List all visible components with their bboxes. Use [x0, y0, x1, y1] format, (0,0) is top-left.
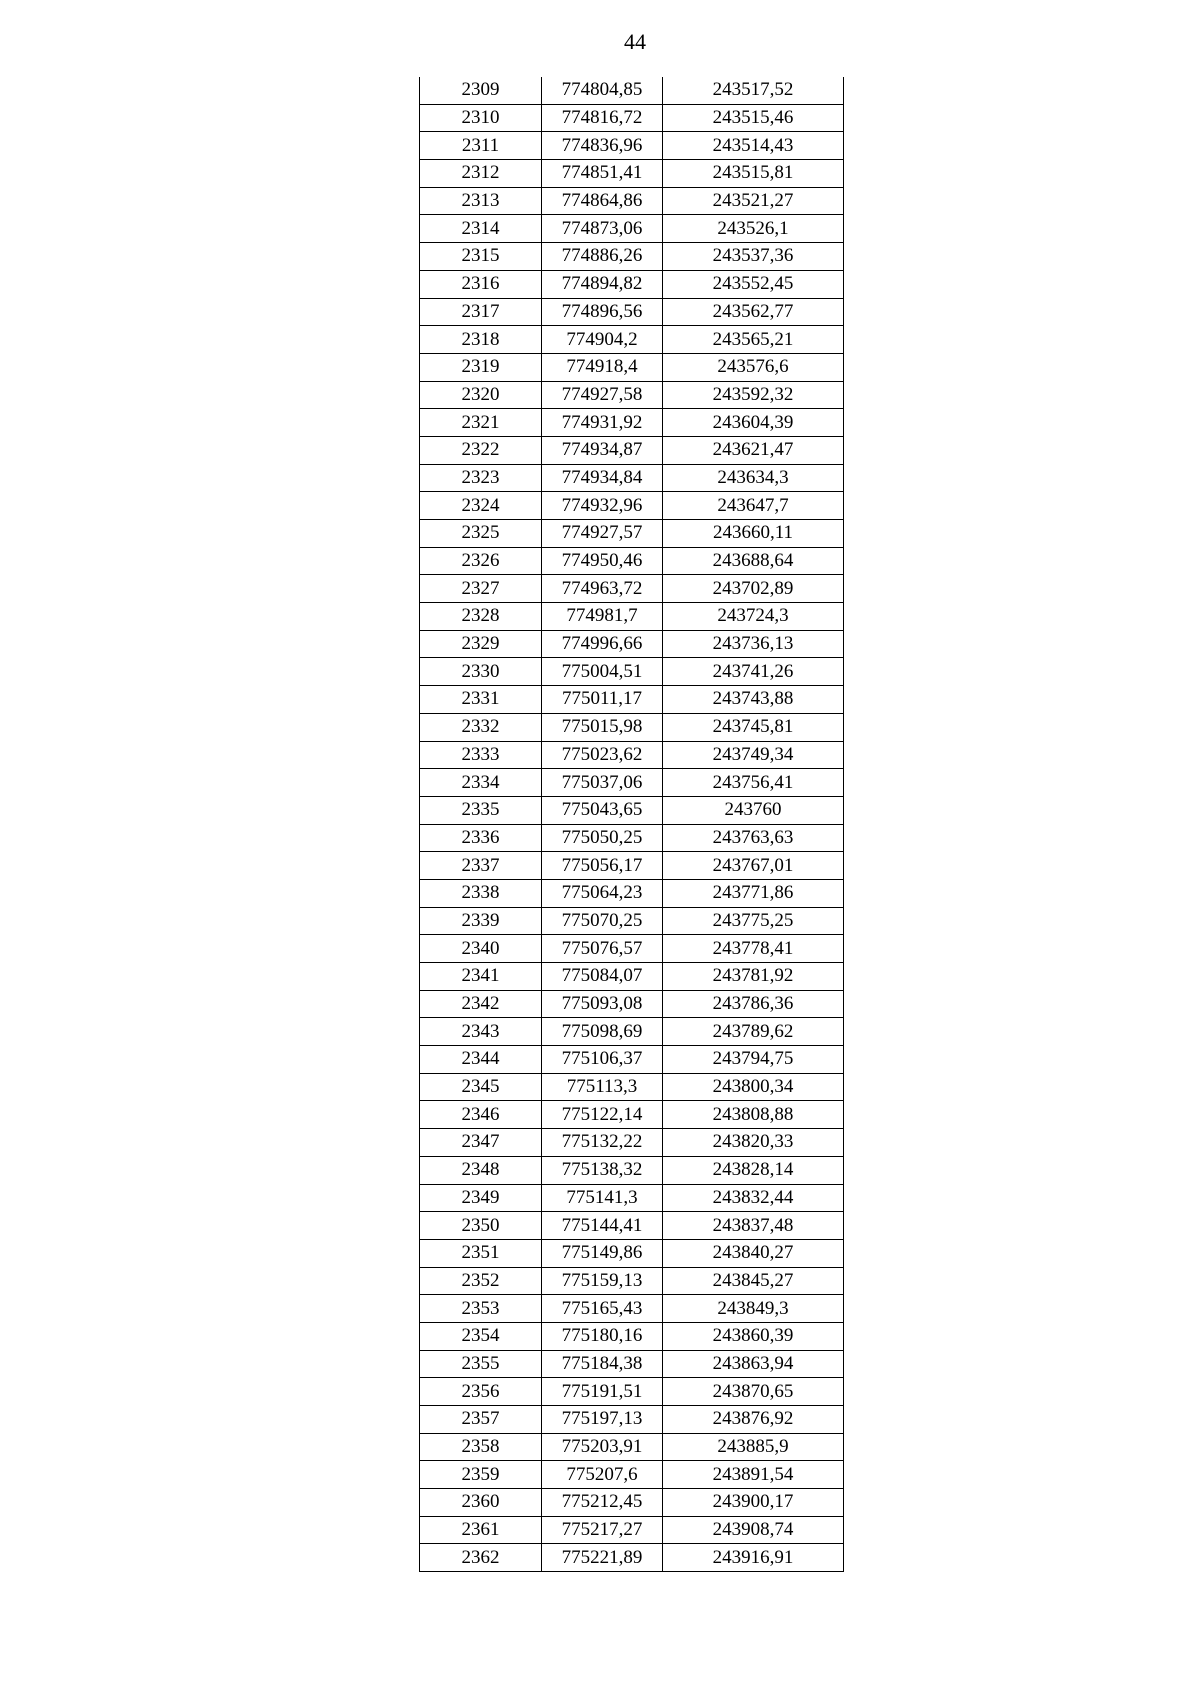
- y-coordinate-cell: 243745,81: [663, 713, 844, 741]
- x-coordinate-cell: 774894,82: [542, 270, 663, 298]
- point-number-cell: 2360: [420, 1489, 542, 1517]
- table-row: [420, 796, 844, 824]
- x-coordinate-cell: 775056,17: [542, 852, 663, 880]
- point-number-cell: 2338: [420, 879, 542, 907]
- x-coordinate-cell: 775084,07: [542, 963, 663, 991]
- y-coordinate-cell: 243660,11: [663, 520, 844, 548]
- x-coordinate-cell: 775037,06: [542, 769, 663, 797]
- x-coordinate-cell: 775093,08: [542, 990, 663, 1018]
- y-coordinate-cell: 243775,25: [663, 907, 844, 935]
- y-coordinate-cell: 243756,41: [663, 769, 844, 797]
- table-row: [420, 713, 844, 741]
- table-row: [420, 1378, 844, 1406]
- table-row: [420, 603, 844, 631]
- x-coordinate-cell: 774996,66: [542, 630, 663, 658]
- point-number-cell: 2348: [420, 1156, 542, 1184]
- x-coordinate-cell: 775015,98: [542, 713, 663, 741]
- table-row: [420, 381, 844, 409]
- point-number-cell: 2353: [420, 1295, 542, 1323]
- point-number-cell: 2329: [420, 630, 542, 658]
- y-coordinate-cell: 243863,94: [663, 1350, 844, 1378]
- x-coordinate-cell: 775141,3: [542, 1184, 663, 1212]
- table-row: [420, 243, 844, 271]
- table-row: [420, 132, 844, 160]
- x-coordinate-cell: 775184,38: [542, 1350, 663, 1378]
- table-row: [420, 353, 844, 381]
- x-coordinate-cell: 774896,56: [542, 298, 663, 326]
- table-row: [420, 1239, 844, 1267]
- table-row: [420, 741, 844, 769]
- table-row: [420, 215, 844, 243]
- y-coordinate-cell: 243621,47: [663, 436, 844, 464]
- y-coordinate-cell: 243537,36: [663, 243, 844, 271]
- y-coordinate-cell: 243870,65: [663, 1378, 844, 1406]
- point-number-cell: 2356: [420, 1378, 542, 1406]
- x-coordinate-cell: 775180,16: [542, 1322, 663, 1350]
- x-coordinate-cell: 775050,25: [542, 824, 663, 852]
- point-number-cell: 2343: [420, 1018, 542, 1046]
- x-coordinate-cell: 775076,57: [542, 935, 663, 963]
- point-number-cell: 2313: [420, 187, 542, 215]
- point-number-cell: 2335: [420, 796, 542, 824]
- coordinates-table: [419, 77, 844, 1572]
- x-coordinate-cell: 774904,2: [542, 326, 663, 354]
- point-number-cell: 2334: [420, 769, 542, 797]
- page-number: 44: [624, 29, 646, 54]
- table-row: [420, 520, 844, 548]
- table-row: [420, 1350, 844, 1378]
- x-coordinate-cell: 775011,17: [542, 686, 663, 714]
- point-number-cell: 2355: [420, 1350, 542, 1378]
- x-coordinate-cell: 775203,91: [542, 1433, 663, 1461]
- point-number-cell: 2340: [420, 935, 542, 963]
- y-coordinate-cell: 243565,21: [663, 326, 844, 354]
- table-row: [420, 658, 844, 686]
- table-row: [420, 1295, 844, 1323]
- y-coordinate-cell: 243840,27: [663, 1239, 844, 1267]
- x-coordinate-cell: 775070,25: [542, 907, 663, 935]
- y-coordinate-cell: 243688,64: [663, 547, 844, 575]
- y-coordinate-cell: 243760: [663, 796, 844, 824]
- y-coordinate-cell: 243515,81: [663, 160, 844, 188]
- y-coordinate-cell: 243647,7: [663, 492, 844, 520]
- point-number-cell: 2312: [420, 160, 542, 188]
- point-number-cell: 2316: [420, 270, 542, 298]
- y-coordinate-cell: 243767,01: [663, 852, 844, 880]
- y-coordinate-cell: 243562,77: [663, 298, 844, 326]
- point-number-cell: 2341: [420, 963, 542, 991]
- point-number-cell: 2359: [420, 1461, 542, 1489]
- table-row: [420, 769, 844, 797]
- y-coordinate-cell: 243800,34: [663, 1073, 844, 1101]
- x-coordinate-cell: 774816,72: [542, 104, 663, 132]
- point-number-cell: 2333: [420, 741, 542, 769]
- x-coordinate-cell: 775023,62: [542, 741, 663, 769]
- y-coordinate-cell: 243514,43: [663, 132, 844, 160]
- table-row: [420, 187, 844, 215]
- table-row: [420, 1101, 844, 1129]
- y-coordinate-cell: 243786,36: [663, 990, 844, 1018]
- x-coordinate-cell: 774873,06: [542, 215, 663, 243]
- x-coordinate-cell: 775122,14: [542, 1101, 663, 1129]
- table-row: [420, 852, 844, 880]
- y-coordinate-cell: 243749,34: [663, 741, 844, 769]
- y-coordinate-cell: 243515,46: [663, 104, 844, 132]
- x-coordinate-cell: 775098,69: [542, 1018, 663, 1046]
- point-number-cell: 2323: [420, 464, 542, 492]
- x-coordinate-cell: 774934,87: [542, 436, 663, 464]
- x-coordinate-cell: 775043,65: [542, 796, 663, 824]
- y-coordinate-cell: 243521,27: [663, 187, 844, 215]
- point-number-cell: 2339: [420, 907, 542, 935]
- y-coordinate-cell: 243592,32: [663, 381, 844, 409]
- y-coordinate-cell: 243576,6: [663, 353, 844, 381]
- table-row: [420, 104, 844, 132]
- table-row: [420, 1516, 844, 1544]
- table-row: [420, 77, 844, 104]
- point-number-cell: 2320: [420, 381, 542, 409]
- x-coordinate-cell: 775149,86: [542, 1239, 663, 1267]
- table-row: [420, 160, 844, 188]
- x-coordinate-cell: 774886,26: [542, 243, 663, 271]
- table-row: [420, 409, 844, 437]
- y-coordinate-cell: 243736,13: [663, 630, 844, 658]
- y-coordinate-cell: 243781,92: [663, 963, 844, 991]
- table-row: [420, 907, 844, 935]
- table-row: [420, 630, 844, 658]
- x-coordinate-cell: 774804,85: [542, 77, 663, 104]
- x-coordinate-cell: 774918,4: [542, 353, 663, 381]
- x-coordinate-cell: 775159,13: [542, 1267, 663, 1295]
- table-row: [420, 1046, 844, 1074]
- table-row: [420, 990, 844, 1018]
- point-number-cell: 2324: [420, 492, 542, 520]
- y-coordinate-cell: 243552,45: [663, 270, 844, 298]
- point-number-cell: 2342: [420, 990, 542, 1018]
- y-coordinate-cell: 243828,14: [663, 1156, 844, 1184]
- y-coordinate-cell: 243837,48: [663, 1212, 844, 1240]
- table-row: [420, 1184, 844, 1212]
- point-number-cell: 2322: [420, 436, 542, 464]
- x-coordinate-cell: 775207,6: [542, 1461, 663, 1489]
- table-row: [420, 547, 844, 575]
- x-coordinate-cell: 775113,3: [542, 1073, 663, 1101]
- table-row: [420, 1018, 844, 1046]
- x-coordinate-cell: 775165,43: [542, 1295, 663, 1323]
- y-coordinate-cell: 243743,88: [663, 686, 844, 714]
- point-number-cell: 2310: [420, 104, 542, 132]
- point-number-cell: 2317: [420, 298, 542, 326]
- table-row: [420, 1322, 844, 1350]
- y-coordinate-cell: 243820,33: [663, 1129, 844, 1157]
- x-coordinate-cell: 774931,92: [542, 409, 663, 437]
- y-coordinate-cell: 243916,91: [663, 1544, 844, 1572]
- point-number-cell: 2314: [420, 215, 542, 243]
- point-number-cell: 2350: [420, 1212, 542, 1240]
- y-coordinate-cell: 243702,89: [663, 575, 844, 603]
- x-coordinate-cell: 774963,72: [542, 575, 663, 603]
- point-number-cell: 2347: [420, 1129, 542, 1157]
- point-number-cell: 2336: [420, 824, 542, 852]
- y-coordinate-cell: 243845,27: [663, 1267, 844, 1295]
- x-coordinate-cell: 774927,58: [542, 381, 663, 409]
- point-number-cell: 2327: [420, 575, 542, 603]
- x-coordinate-cell: 775217,27: [542, 1516, 663, 1544]
- y-coordinate-cell: 243891,54: [663, 1461, 844, 1489]
- y-coordinate-cell: 243885,9: [663, 1433, 844, 1461]
- x-coordinate-cell: 774927,57: [542, 520, 663, 548]
- y-coordinate-cell: 243778,41: [663, 935, 844, 963]
- table-row: [420, 1406, 844, 1434]
- y-coordinate-cell: 243771,86: [663, 879, 844, 907]
- y-coordinate-cell: 243808,88: [663, 1101, 844, 1129]
- x-coordinate-cell: 775191,51: [542, 1378, 663, 1406]
- x-coordinate-cell: 774864,86: [542, 187, 663, 215]
- x-coordinate-cell: 774950,46: [542, 547, 663, 575]
- y-coordinate-cell: 243604,39: [663, 409, 844, 437]
- point-number-cell: 2321: [420, 409, 542, 437]
- x-coordinate-cell: 774934,84: [542, 464, 663, 492]
- point-number-cell: 2358: [420, 1433, 542, 1461]
- y-coordinate-cell: 243876,92: [663, 1406, 844, 1434]
- point-number-cell: 2361: [420, 1516, 542, 1544]
- point-number-cell: 2326: [420, 547, 542, 575]
- y-coordinate-cell: 243832,44: [663, 1184, 844, 1212]
- point-number-cell: 2328: [420, 603, 542, 631]
- x-coordinate-cell: 775221,89: [542, 1544, 663, 1572]
- table-row: [420, 492, 844, 520]
- y-coordinate-cell: 243763,63: [663, 824, 844, 852]
- table-row: [420, 1489, 844, 1517]
- y-coordinate-cell: 243741,26: [663, 658, 844, 686]
- x-coordinate-cell: 775064,23: [542, 879, 663, 907]
- point-number-cell: 2344: [420, 1046, 542, 1074]
- point-number-cell: 2332: [420, 713, 542, 741]
- y-coordinate-cell: 243900,17: [663, 1489, 844, 1517]
- y-coordinate-cell: 243860,39: [663, 1322, 844, 1350]
- point-number-cell: 2330: [420, 658, 542, 686]
- point-number-cell: 2337: [420, 852, 542, 880]
- point-number-cell: 2331: [420, 686, 542, 714]
- table-row: [420, 935, 844, 963]
- y-coordinate-cell: 243517,52: [663, 77, 844, 104]
- table-row: [420, 575, 844, 603]
- x-coordinate-cell: 775004,51: [542, 658, 663, 686]
- point-number-cell: 2346: [420, 1101, 542, 1129]
- point-number-cell: 2315: [420, 243, 542, 271]
- table-row: [420, 298, 844, 326]
- y-coordinate-cell: 243526,1: [663, 215, 844, 243]
- table-row: [420, 326, 844, 354]
- x-coordinate-cell: 775144,41: [542, 1212, 663, 1240]
- table-row: [420, 963, 844, 991]
- table-row: [420, 686, 844, 714]
- table-row: [420, 1267, 844, 1295]
- x-coordinate-cell: 774981,7: [542, 603, 663, 631]
- point-number-cell: 2345: [420, 1073, 542, 1101]
- point-number-cell: 2349: [420, 1184, 542, 1212]
- x-coordinate-cell: 775212,45: [542, 1489, 663, 1517]
- point-number-cell: 2325: [420, 520, 542, 548]
- y-coordinate-cell: 243908,74: [663, 1516, 844, 1544]
- table-row: [420, 464, 844, 492]
- table-row: [420, 1212, 844, 1240]
- point-number-cell: 2318: [420, 326, 542, 354]
- table-row: [420, 1433, 844, 1461]
- point-number-cell: 2309: [420, 77, 542, 104]
- table-row: [420, 1544, 844, 1572]
- y-coordinate-cell: 243849,3: [663, 1295, 844, 1323]
- point-number-cell: 2362: [420, 1544, 542, 1572]
- table-row: [420, 436, 844, 464]
- x-coordinate-cell: 775197,13: [542, 1406, 663, 1434]
- y-coordinate-cell: 243789,62: [663, 1018, 844, 1046]
- x-coordinate-cell: 775106,37: [542, 1046, 663, 1074]
- point-number-cell: 2319: [420, 353, 542, 381]
- table-row: [420, 1461, 844, 1489]
- point-number-cell: 2311: [420, 132, 542, 160]
- y-coordinate-cell: 243634,3: [663, 464, 844, 492]
- x-coordinate-cell: 774851,41: [542, 160, 663, 188]
- table-row: [420, 879, 844, 907]
- y-coordinate-cell: 243724,3: [663, 603, 844, 631]
- x-coordinate-cell: 775132,22: [542, 1129, 663, 1157]
- point-number-cell: 2351: [420, 1239, 542, 1267]
- table-row: [420, 1129, 844, 1157]
- table-row: [420, 1073, 844, 1101]
- x-coordinate-cell: 775138,32: [542, 1156, 663, 1184]
- x-coordinate-cell: 774836,96: [542, 132, 663, 160]
- x-coordinate-cell: 774932,96: [542, 492, 663, 520]
- table-body: [420, 77, 844, 1572]
- point-number-cell: 2357: [420, 1406, 542, 1434]
- table-row: [420, 270, 844, 298]
- table-row: [420, 824, 844, 852]
- y-coordinate-cell: 243794,75: [663, 1046, 844, 1074]
- table-row: [420, 1156, 844, 1184]
- point-number-cell: 2354: [420, 1322, 542, 1350]
- point-number-cell: 2352: [420, 1267, 542, 1295]
